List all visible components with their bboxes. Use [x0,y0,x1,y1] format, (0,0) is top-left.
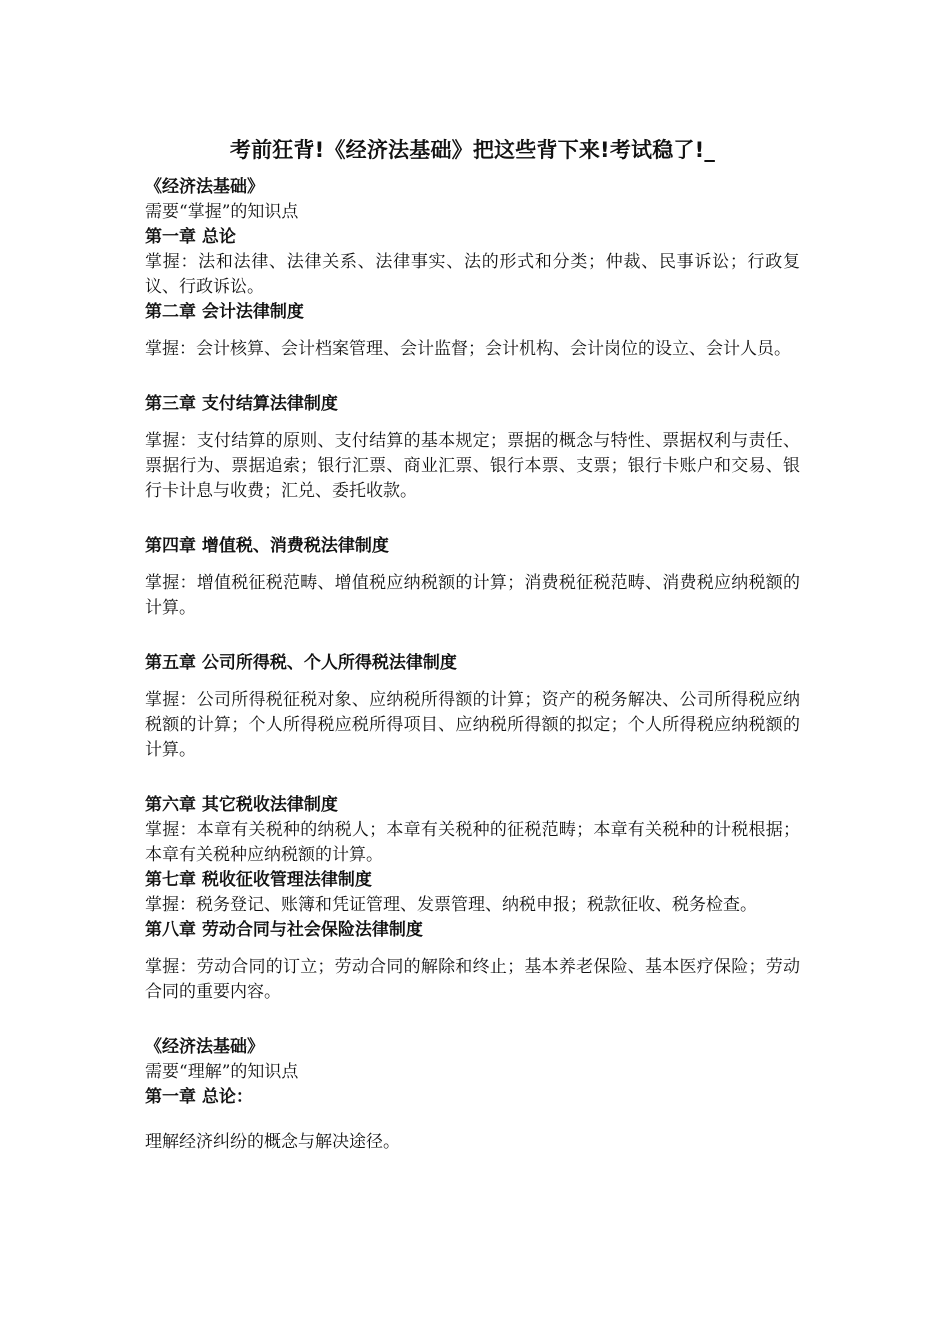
chapter-4-heading: 第四章 增值税、消费税法律制度 [145,536,389,556]
spacer [145,621,800,651]
chapter-7-heading: 第七章 税收征收管理法律制度 [145,870,372,890]
spacer [145,362,800,392]
chapter-3-heading: 第三章 支付结算法律制度 [145,394,338,414]
chapter-3-text: 掌握：支付结算的原则、支付结算的基本规定；票据的概念与特性、票据权利与责任、票据行为、票据追索；银行汇票、商业汇票、银行本票、支票；银行卡账户和交易、银行卡计息与收费；汇兑、委托收款。 [145,431,800,501]
chapter-5-text: 掌握：公司所得税征税对象、应纳税所得额的计算；资产的税务解决、公司所得税应纳税额的计算；个人所得税应税所得项目、应纳税所得额的拟定；个人所得税应纳税额的计算。 [145,690,800,760]
section2-chapter-heading: 第一章 总论： [145,1087,253,1107]
chapter-6-heading: 第六章 其它税收法律制度 [145,795,338,815]
document-title: 考前狂背!《经济法基础》把这些背下来!考试稳了!_ [229,138,716,162]
document-page [145,135,800,1155]
chapter-5-heading: 第五章 公司所得税、个人所得税法律制度 [145,653,457,673]
spacer [145,417,800,429]
chapter-1-text: 掌握：法和法律、法律关系、法律事实、法的形式和分类；仲裁、民事诉讼；行政复议、行政诉讼。 [145,252,800,297]
chapter-2-text: 掌握：会计核算、会计档案管理、会计监督；会计机构、会计岗位的设立、会计人员。 [145,339,791,359]
spacer [145,763,800,793]
spacer [145,325,800,337]
section2-subtitle: 需要“理解”的知识点 [145,1062,299,1082]
section1-subtitle: 需要“掌握”的知识点 [145,202,299,222]
chapter-7-text: 掌握：税务登记、账簿和凭证管理、发票管理、纳税申报；税款征收、税务检查。 [145,895,757,915]
section1-book-title: 《经济法基础》 [145,177,264,197]
chapter-2-heading: 第二章 会计法律制度 [145,302,304,322]
spacer [145,943,800,955]
chapter-8-text: 掌握：劳动合同的订立；劳动合同的解除和终止；基本养老保险、基本医疗保险；劳动合同的重要内容。 [145,957,800,1002]
spacer [145,504,800,534]
chapter-4-text: 掌握：增值税征税范畴、增值税应纳税额的计算；消费税征税范畴、消费税应纳税额的计算。 [145,573,800,618]
spacer [145,1110,800,1130]
chapter-1-heading: 第一章 总论 [145,227,236,247]
chapter-6-text: 掌握：本章有关税种的纳税人；本章有关税种的征税范畴；本章有关税种的计税根据；本章有关税种应纳税额的计算。 [145,820,800,865]
spacer [145,676,800,688]
section2-book-title: 《经济法基础》 [145,1037,264,1057]
chapter-8-heading: 第八章 劳动合同与社会保险法律制度 [145,920,423,940]
spacer [145,1005,800,1035]
section2-chapter-text: 理解经济纠纷的概念与解决途径。 [145,1132,400,1152]
spacer [145,559,800,571]
